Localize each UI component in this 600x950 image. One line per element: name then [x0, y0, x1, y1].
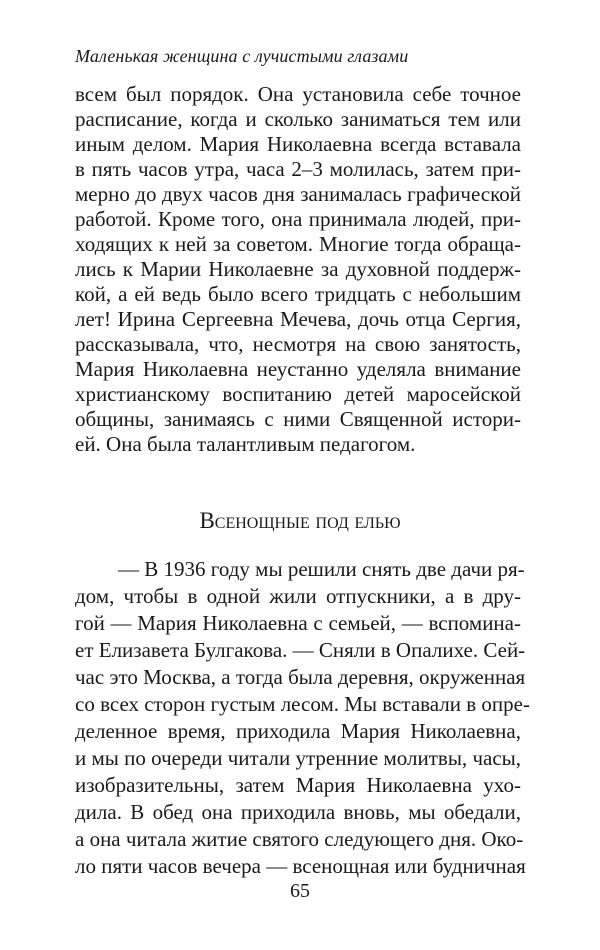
text-line: со всех сторон густым лесом. Мы вставали в опре- — [75, 692, 530, 716]
text-line: изобразительны, затем Мария Николаевна ухо- — [75, 773, 521, 797]
text-line: гой — Мария Николаевна с семьей, — вспомина- — [75, 611, 521, 635]
text-line: кой, а ей ведь было всего тридцать с небольшим — [75, 282, 521, 306]
text-line: ет Елизавета Булгакова. — Сняли в Опалихе. Сей- — [75, 638, 526, 662]
text-line: а она читала житие святого следующего дня. Око- — [75, 827, 524, 851]
paragraph-1 — [75, 82, 521, 457]
text-line: деленное время, приходила Мария Николаевна, — [75, 719, 521, 743]
text-line: работой. Кроме того, она принимала людей, при- — [75, 207, 521, 231]
text-line: ходящих к ней за советом. Многие тогда обраща- — [75, 232, 521, 256]
text-line: ло пяти часов вечера — всенощная или будничная — [75, 854, 526, 878]
paragraph-2 — [75, 556, 530, 880]
section-heading: Всенощные под елью — [199, 508, 401, 533]
text-line: и мы по очереди читали утренние молитвы, часы, — [75, 746, 521, 770]
running-head: Маленькая женщина с лучистыми глазами — [75, 46, 409, 66]
text-line: расписание, когда и сколько заниматься тем или — [75, 107, 521, 131]
text-line: рассказывала, что, несмотря на свою занятость, — [75, 332, 521, 356]
text-line: мерно до двух часов дня занималась графической — [75, 182, 521, 206]
text-line: лись к Марии Николаевне за духовной поддерж- — [75, 257, 521, 281]
text-line: иным делом. Мария Николаевна всегда вставала — [75, 132, 521, 156]
text-line: дом, чтобы в одной жили отпускники, а в дру- — [75, 584, 521, 608]
text-line: — В 1936 году мы решили снять две дачи ря- — [118, 557, 525, 581]
text-line: час это Москва, а тогда была деревня, окруженная — [75, 665, 526, 689]
text-line: в пять часов утра, часа 2–3 молилась, затем при- — [75, 157, 521, 181]
text-line: ей. Она была талантливым педагогом. — [75, 432, 416, 456]
text-line: христианскому воспитанию детей маросейской — [75, 382, 521, 406]
text-line: общины, занимаясь с ними Священной истори- — [75, 407, 521, 431]
text-line: дила. В обед она приходила вновь, мы обедали, — [75, 800, 521, 824]
text-line: всем был порядок. Она установила себе точное — [75, 82, 521, 106]
text-line: лет! Ирина Сергеевна Мечева, дочь отца Сергия, — [75, 307, 521, 331]
page-number: 65 — [290, 880, 310, 902]
text-line: Мария Николаевна неустанно уделяла внимание — [75, 357, 521, 381]
